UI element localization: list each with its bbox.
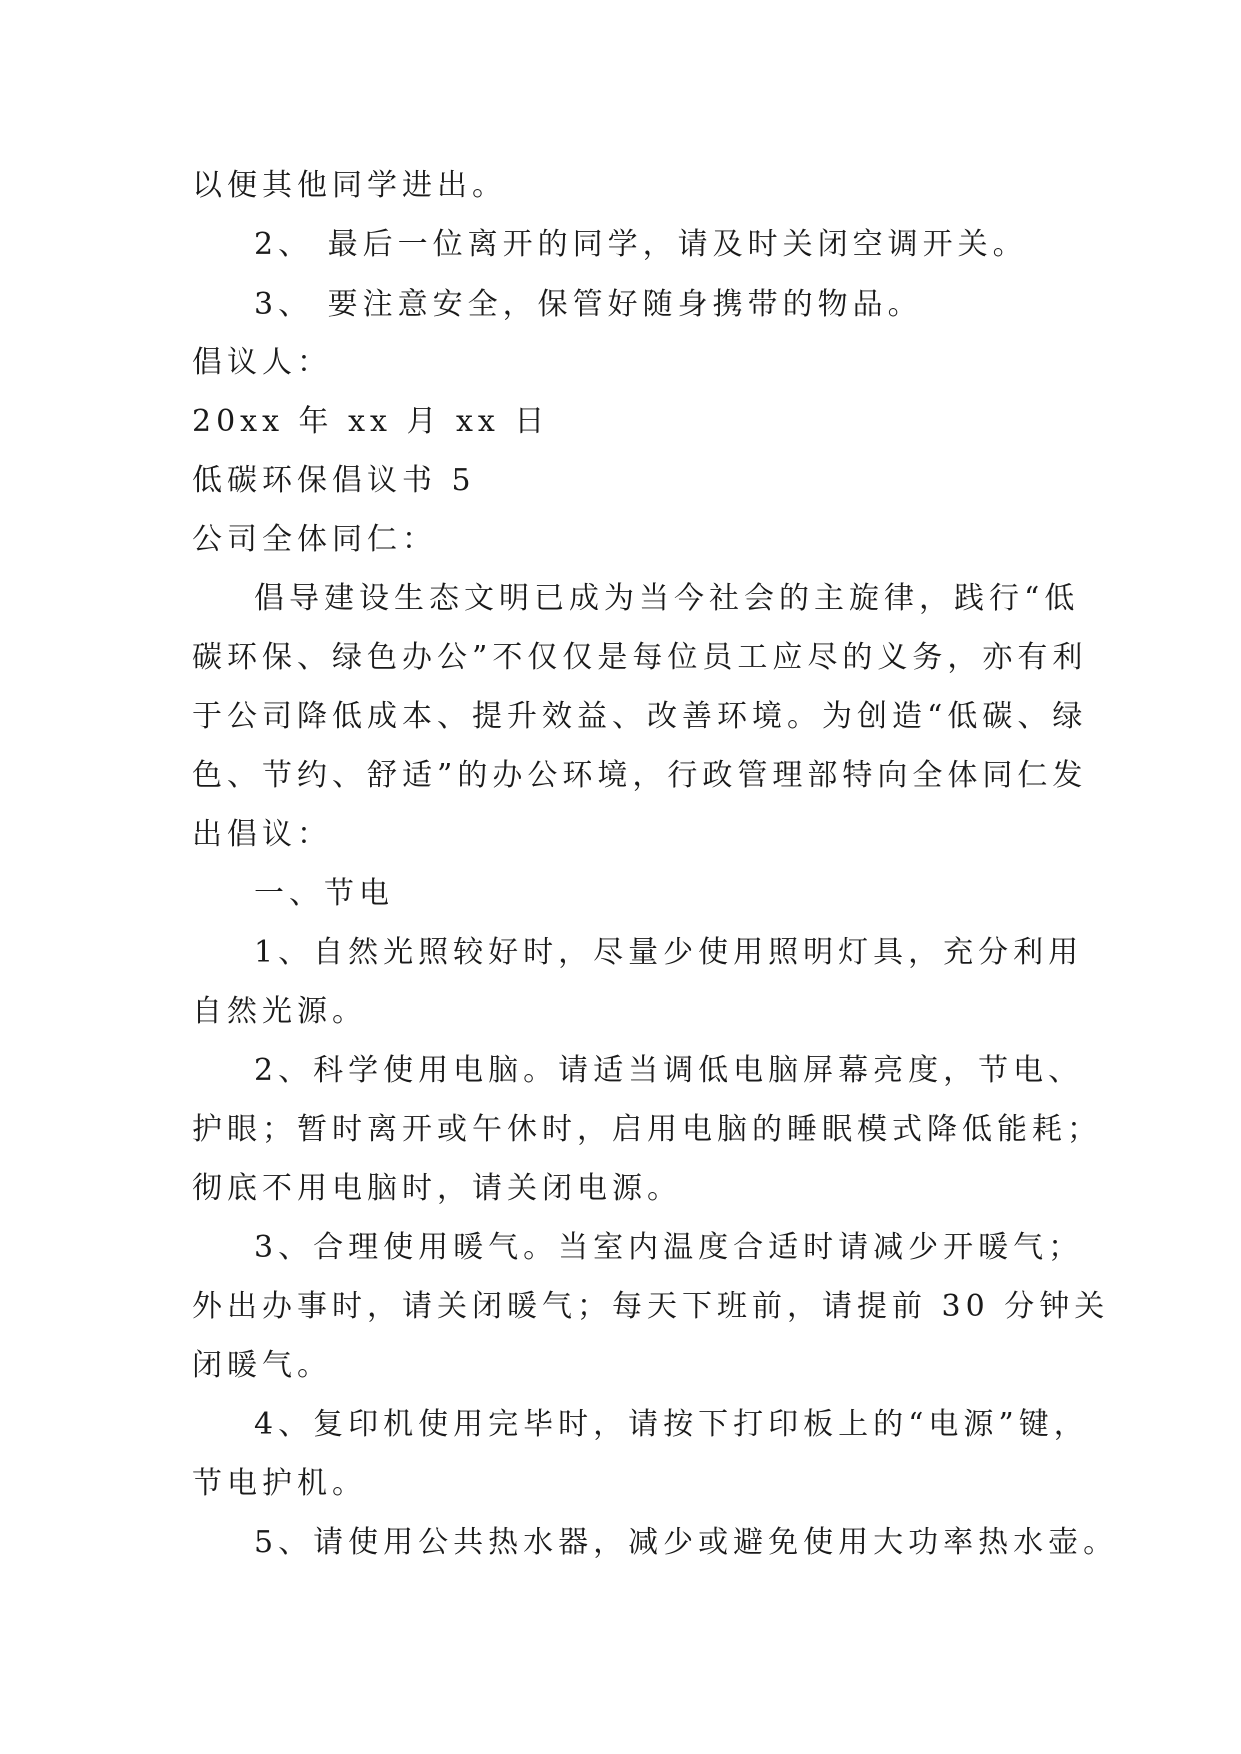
text-line: 3、 要注意安全，保管好随身携带的物品。 bbox=[254, 287, 923, 322]
salutation: 公司全体同仁： bbox=[192, 522, 437, 557]
text-line: 以便其他同学进出。 bbox=[192, 168, 507, 203]
text-line: 2、 最后一位离开的同学，请及时关闭空调开关。 bbox=[254, 227, 1028, 262]
text-line: 1、自然光照较好时，尽量少使用照明灯具，充分利用 bbox=[254, 935, 1084, 970]
text-line: 4、复印机使用完毕时，请按下打印板上的“电源”键， bbox=[254, 1407, 1089, 1442]
text-line: 节电护机。 bbox=[192, 1466, 367, 1501]
text-line: 色、节约、舒适”的办公环境，行政管理部特向全体同仁发 bbox=[192, 758, 1088, 793]
text-line: 倡议人： bbox=[192, 345, 332, 380]
text-line: 出倡议： bbox=[192, 817, 332, 852]
text-line: 碳环保、绿色办公”不仅仅是每位员工应尽的义务，亦有利 bbox=[192, 640, 1088, 675]
text-line: 闭暖气。 bbox=[192, 1348, 332, 1383]
text-line: 护眼；暂时离开或午休时，启用电脑的睡眠模式降低能耗； bbox=[192, 1112, 1102, 1147]
text-line: 于公司降低成本、提升效益、改善环境。为创造“低碳、绿 bbox=[192, 699, 1088, 734]
subheading: 一、节电 bbox=[254, 876, 394, 911]
text-line: 倡导建设生态文明已成为当今社会的主旋律，践行“低 bbox=[254, 581, 1080, 616]
text-line: 自然光源。 bbox=[192, 994, 367, 1029]
text-line: 20xx 年 xx 月 xx 日 bbox=[192, 404, 550, 439]
text-line: 2、科学使用电脑。请适当调低电脑屏幕亮度，节电、 bbox=[254, 1053, 1084, 1088]
text-line: 3、合理使用暖气。当室内温度合适时请减少开暖气； bbox=[254, 1230, 1084, 1265]
text-line: 5、请使用公共热水器，减少或避免使用大功率热水壶。 bbox=[254, 1525, 1119, 1560]
text-line: 外出办事时，请关闭暖气；每天下班前，请提前 30 分钟关 bbox=[192, 1289, 1110, 1324]
section-title: 低碳环保倡议书 5 bbox=[192, 463, 476, 498]
text-line: 彻底不用电脑时，请关闭电源。 bbox=[192, 1171, 682, 1206]
